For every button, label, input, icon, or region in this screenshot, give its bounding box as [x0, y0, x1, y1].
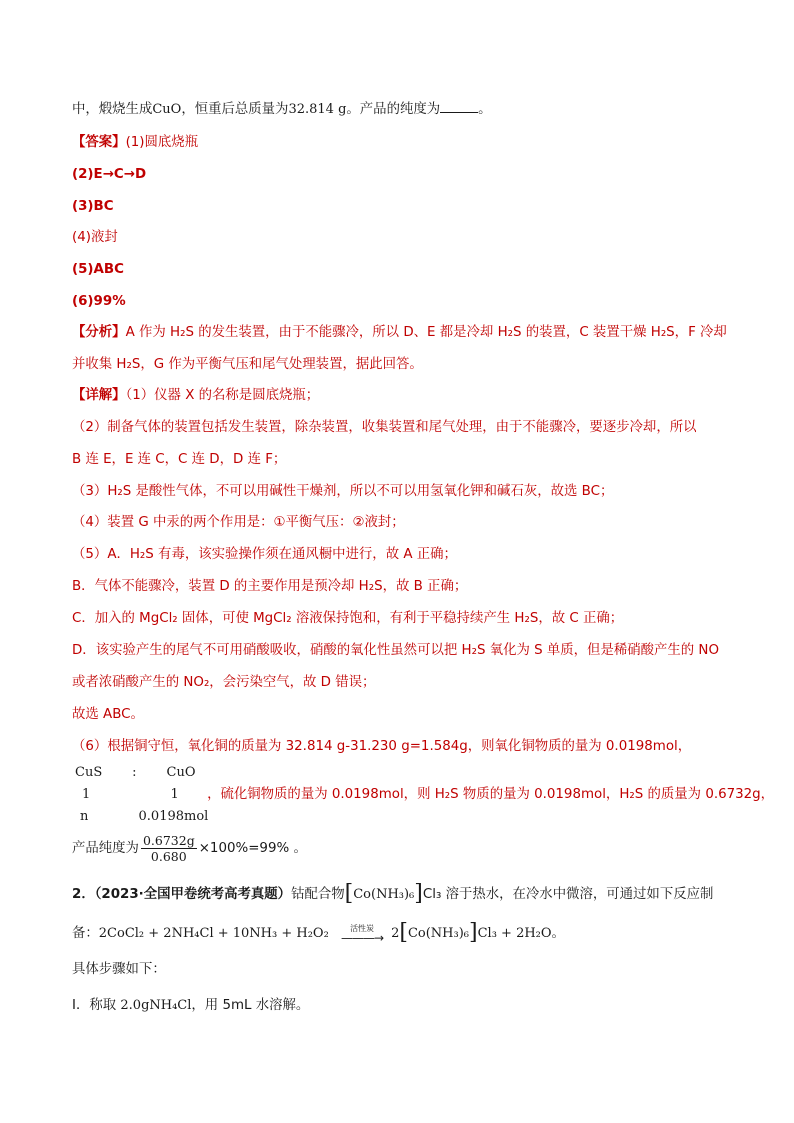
reaction-arrow [333, 924, 391, 943]
bracket-close: ] [469, 920, 478, 945]
intro-end: 。 [478, 102, 492, 117]
equation-complex: Co(NH₃)₆ [407, 926, 469, 941]
question2-text-a: 钴配合物 [291, 887, 345, 902]
bracket-open: [ [344, 881, 354, 906]
equation-prefix: 备： [72, 926, 99, 941]
ratio-row-1 [75, 763, 735, 783]
ratio-row-2 [82, 785, 775, 805]
steps-title: 具体步骤如下： [72, 962, 166, 977]
ratio-colon: : [132, 765, 137, 780]
detail-q4-line: （4）装置 G 中汞的两个作用是：①平衡气压：②液封； [72, 515, 405, 530]
intro-prefix: 中，煅烧生成 [72, 102, 153, 117]
detail-q6-number: （6） [72, 739, 108, 754]
purity-prefix: 产品纯度为 [72, 841, 139, 856]
ratio-right-1: 1 [170, 787, 179, 802]
purity-fraction [141, 833, 197, 864]
ratio-left-1: 1 [82, 787, 91, 802]
detail-q3-line [72, 482, 732, 502]
bracket-open: [ [399, 920, 408, 945]
bracket-close: ] [414, 881, 423, 906]
detail-q2-line-1: （2）制备气体的装置包括发生装置，除杂装置，收集装置和尾气处理，由于不能骤冷，要逐步冷却，所以 [72, 420, 697, 435]
analysis-line-2: 并收集 H₂S，G 作为平衡气压和尾气处理装置，据此回答。 [72, 357, 423, 372]
detail-q5-line-a [72, 545, 732, 565]
answer-line-1 [72, 133, 732, 153]
detail-q5-conclusion: 故选 ABC。 [72, 707, 144, 722]
detail-q1: （1）仪器 X 的名称是圆底烧瓶； [125, 388, 320, 403]
equation-products: Cl₃ + 2H₂O [477, 926, 552, 941]
equation-coefficient: 2 [391, 926, 400, 941]
detail-tag: 【详解】 [72, 388, 126, 403]
analysis-tag: 【分析】 [72, 325, 126, 340]
answer-tag: 【答案】 [72, 135, 126, 150]
answer-line-4: (4)液封 [72, 230, 118, 245]
ratio-left-n: n [80, 809, 89, 824]
detail-q2-line-2: B 连 E，E 连 C，C 连 D，D 连 F； [72, 452, 287, 467]
question2-source: （2023·全国甲卷统考高考真题） [94, 887, 292, 902]
detail-q5-option-d-line-2: 或者浓硝酸产生的 NO₂，会污染空气，故 D 错误； [72, 675, 376, 690]
ratio-explanation: ，硫化铜物质的量为 0.0198mol，则 H₂S 物质的量为 0.0198mol，H₂S 的质量为 0.6732g， [207, 787, 775, 802]
arrow-icon: ———→ [341, 930, 384, 945]
detail-q3-text: H₂S 是酸性气体，不可以用碱性干燥剂，所以不可以用氢氧化钾和碱石灰，故选 BC； [107, 484, 614, 499]
answer-line-2: (2)E→C→D [72, 167, 147, 182]
purity-numerator: 0.6732g [142, 832, 195, 848]
analysis-text: A 作为 H₂S 的发生装置，由于不能骤冷，所以 D、E 都是冷却 H₂S 的装置，C 装置干燥 H₂S，F 冷却 [125, 325, 727, 340]
ratio-right-moles: 0.0198mol [138, 809, 209, 824]
equation-line [72, 919, 732, 947]
answer-line-5: (5)ABC [72, 262, 124, 277]
step-1 [72, 996, 732, 1016]
step1-text: ，用 5mL 水溶解。 [191, 998, 310, 1013]
intro-middle: ，恒重后总质量为 [181, 102, 289, 117]
ratio-cuo: CuO [166, 765, 196, 780]
equation-reactants: 2CoCl₂ + 2NH₄Cl + 10NH₃ + H₂O₂ [98, 926, 329, 941]
answer-blank [440, 100, 478, 113]
detail-line-1 [72, 386, 732, 406]
question2-line-1 [72, 880, 732, 908]
answer-line-6: (6)99% [72, 294, 126, 309]
step1-label: Ⅰ．称取 [72, 998, 121, 1013]
purity-suffix: ×100%=99% 。 [198, 841, 307, 856]
question2-number: 2． [72, 887, 95, 902]
ratio-row-3 [80, 807, 740, 827]
detail-q6-line [72, 737, 732, 757]
detail-q5-option-a: A．H₂S 有毒，该实验操作须在通风橱中进行，故 A 正确； [107, 547, 457, 562]
detail-q5-number: （5） [72, 547, 108, 562]
detail-q6-text: 根据铜守恒，氧化铜的质量为 32.814 g-31.230 g=1.584g，则氧化铜物质的量为 0.0198mol， [107, 739, 692, 754]
intro-line [72, 100, 732, 120]
purity-line [72, 832, 732, 866]
detail-q5-option-c: C．加入的 MgCl₂ 固体，可使 MgCl₂ 溶液保持饱和，有利于平稳持续产生 H₂S，故 C 正确； [72, 611, 624, 626]
step1-formula: 2.0gNH₄Cl [120, 998, 192, 1013]
purity-denominator: 0.680 [150, 848, 187, 864]
detail-q5-option-d-line-1: D．该实验产生的尾气不可用硝酸吸收，硝酸的氧化性虽然可以把 H₂S 氧化为 S 单质，但是稀硝酸产生的 NO [72, 643, 719, 658]
detail-q5-option-b: B．气体不能骤冷，装置 D 的主要作用是预冷却 H₂S，故 B 正确； [72, 579, 468, 594]
reaction-condition: 活性炭 [350, 923, 375, 933]
intro-mass: 32.814 g [288, 102, 347, 117]
detail-q3-number: （3） [72, 484, 108, 499]
question2-text-b: Cl₃ 溶于热水，在冷水中微溶，可通过如下反应制 [422, 887, 714, 902]
answer-line-3: (3)BC [72, 199, 114, 214]
intro-formula: CuO [152, 102, 182, 117]
question2-complex: Co(NH₃)₆ [353, 887, 415, 902]
ratio-cus: CuS [75, 765, 103, 780]
intro-suffix: 。产品的纯度为 [346, 102, 441, 117]
equation-end: 。 [551, 926, 565, 941]
analysis-line-1 [72, 323, 732, 343]
answer-item: (1)圆底烧瓶 [125, 135, 199, 150]
